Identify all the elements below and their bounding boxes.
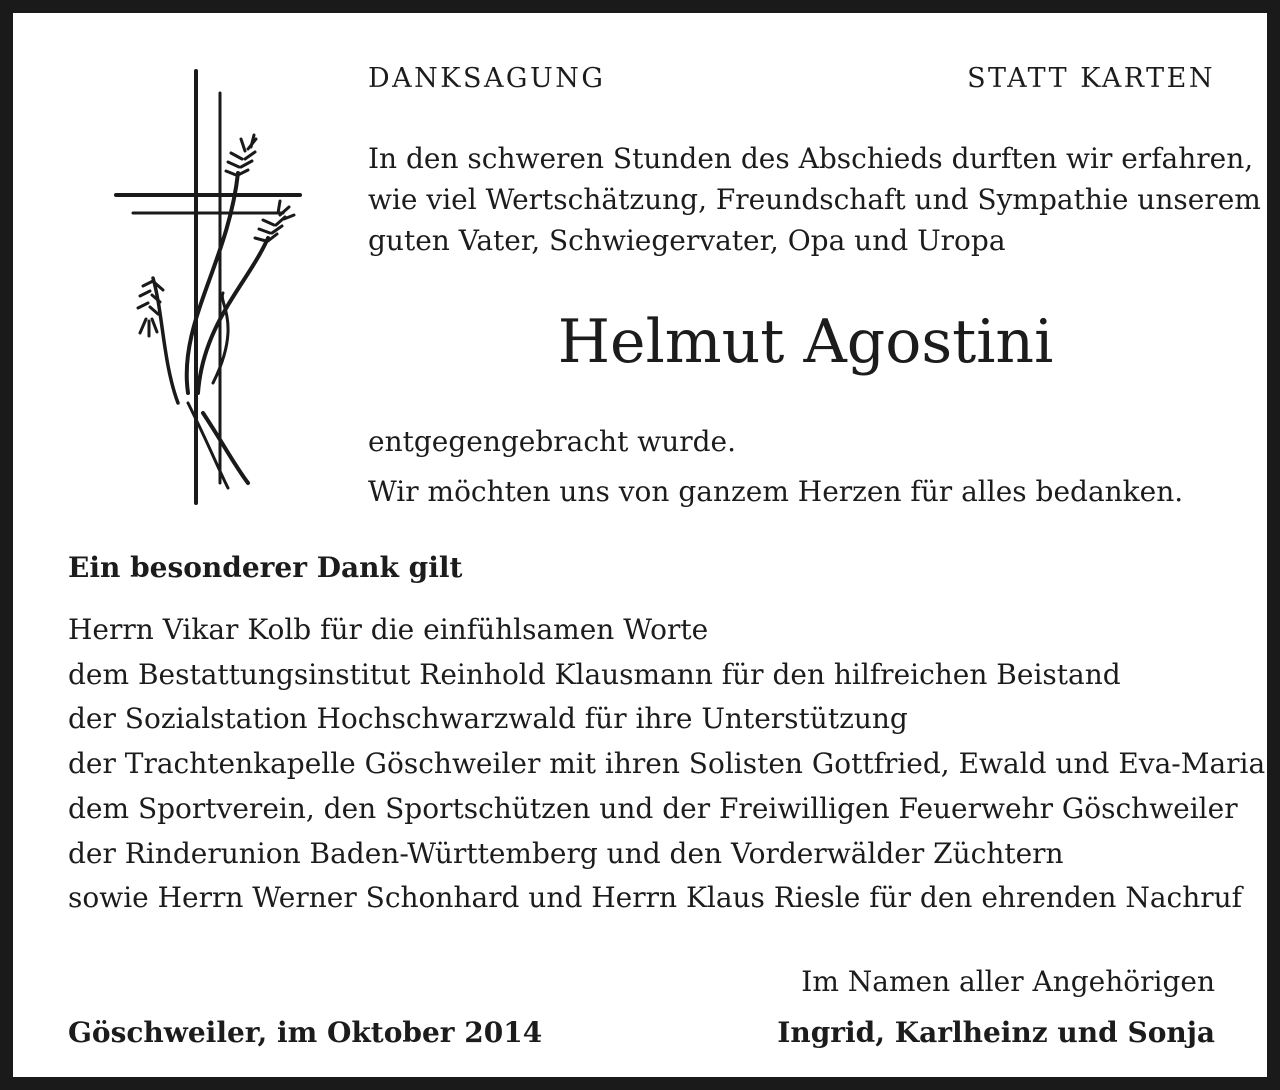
intro-line: guten Vater, Schwiegervater, Opa und Uropa bbox=[368, 224, 1006, 257]
thank-all-line: Wir möchten uns von ganzem Herzen für alles bedanken. bbox=[368, 475, 1184, 508]
thanks-item: Herrn Vikar Kolb für die einfühlsamen Worte bbox=[68, 613, 709, 646]
place-date: Göschweiler, im Oktober 2014 bbox=[68, 1016, 543, 1049]
intro-paragraph bbox=[368, 138, 1261, 261]
title-danksagung: DANKSAGUNG bbox=[368, 63, 606, 94]
thanks-item: der Sozialstation Hochschwarzwald für ihre Unterstützung bbox=[68, 702, 908, 736]
thanks-item: der Trachtenkapelle Göschweiler mit ihren Solisten Gottfried, Ewald und Eva-Maria bbox=[68, 747, 1266, 781]
thanks-item: sowie Herrn Werner Schonhard und Herrn Klaus Riesle für den ehrenden Nachruf bbox=[68, 881, 1243, 915]
family-names: Ingrid, Karlheinz und Sonja bbox=[777, 1016, 1215, 1049]
on-behalf-line: Im Namen aller Angehörigen bbox=[801, 965, 1215, 998]
thanks-item: der Rinderunion Baden-Württemberg und den Vorderwälder Züchtern bbox=[68, 836, 1064, 870]
intro-line: In den schweren Stunden des Abschieds durften wir erfahren, bbox=[368, 142, 1254, 175]
thanks-item: dem Bestattungsinstitut Reinhold Klausmann für den hilfreichen Beistand bbox=[68, 657, 1121, 691]
deceased-name: Helmut Agostini bbox=[557, 307, 1054, 377]
special-thanks-heading: Ein besonderer Dank gilt bbox=[68, 551, 463, 584]
intro-line: wie viel Wertschätzung, Freundschaft und Sympathie unserem bbox=[368, 183, 1261, 216]
cross-with-wheat-icon bbox=[108, 63, 308, 513]
thanks-item: dem Sportverein, den Sportschützen und der Freiwilligen Feuerwehr Göschweiler bbox=[68, 791, 1238, 825]
title-statt-karten: STATT KARTEN bbox=[967, 63, 1215, 94]
special-thanks-list bbox=[68, 608, 1265, 921]
after-name-line: entgegengebracht wurde. bbox=[368, 425, 737, 458]
